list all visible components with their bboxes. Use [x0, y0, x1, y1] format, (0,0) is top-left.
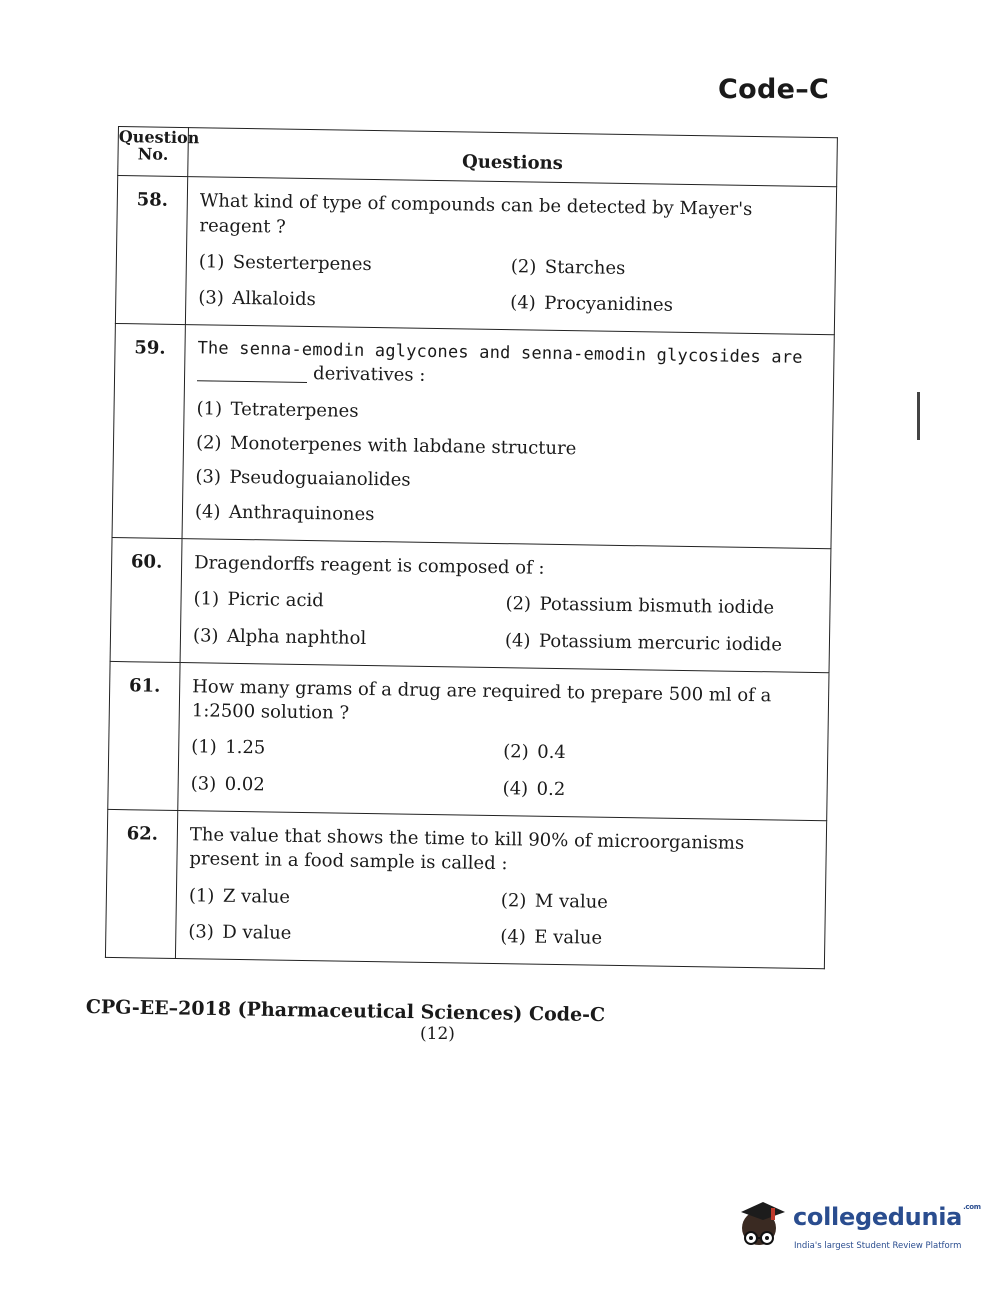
question-stem: How many grams of a drug are required to prepare 500 ml of a 1:2500 solution ? — [191, 676, 772, 724]
option — [503, 741, 815, 770]
option — [502, 777, 814, 806]
option-text: 0.4 — [537, 742, 567, 764]
option-number: (1) — [198, 251, 225, 273]
option-number: (2) — [505, 593, 532, 615]
option-text: Z value — [222, 885, 291, 908]
question-number: 59. — [112, 324, 185, 538]
question-stem: Dragendorffs reagent is composed of : — [193, 552, 545, 579]
option-text: Anthraquinones — [228, 501, 375, 525]
mascot-icon — [735, 1198, 793, 1256]
question-row — [115, 176, 836, 335]
option-number: (2) — [500, 889, 527, 912]
question-body — [182, 325, 834, 549]
question-row — [110, 537, 831, 672]
option-number: (2) — [510, 256, 537, 278]
option-number: (4) — [504, 629, 531, 652]
option-text: Alkaloids — [232, 288, 316, 311]
option — [190, 772, 502, 801]
option — [193, 587, 505, 616]
option-list — [193, 587, 818, 657]
column-header-number: Question No. — [118, 127, 189, 177]
question-stem: The value that shows the time to kill 90% of microorganisms present in a food sample is called : — [189, 824, 745, 875]
option-list — [188, 884, 813, 954]
option-list — [198, 250, 823, 320]
option-text: Alpha naphthol — [226, 625, 367, 649]
option-list — [195, 397, 821, 534]
column-header-questions: Questions — [188, 128, 838, 187]
question-number: 60. — [110, 537, 182, 662]
question-table — [105, 126, 838, 969]
option-text: Procyanidines — [544, 292, 674, 316]
question-number: 62. — [105, 809, 177, 958]
option-number: (3) — [195, 466, 222, 488]
option-number: (3) — [198, 287, 224, 309]
brand-suffix: .com — [963, 1203, 981, 1211]
option-text: 0.02 — [224, 773, 265, 796]
exam-footer: CPG-EE–2018 (Pharmaceutical Sciences) Code-C — [85, 996, 606, 1027]
option-text: E value — [534, 926, 603, 949]
option-number: (4) — [502, 777, 529, 800]
option-text: Monoterpenes with labdane structure — [229, 432, 577, 460]
question-body — [178, 662, 829, 820]
option-number: (1) — [196, 397, 223, 420]
option-text: Pseudoguaianolides — [229, 467, 411, 491]
option-number: (2) — [503, 741, 529, 763]
question-stem-line-1: The senna-emodin aglycones and senna-emodin glycosides are — [197, 338, 803, 369]
option — [191, 736, 503, 765]
option-number: (1) — [191, 736, 217, 759]
option — [196, 397, 820, 431]
question-row — [112, 324, 834, 549]
paper-code: Code–C — [718, 74, 830, 105]
option-text: 0.2 — [536, 778, 566, 800]
option-text: Sesterterpenes — [232, 251, 372, 275]
option-text: M value — [534, 890, 609, 913]
option — [188, 920, 500, 949]
option — [510, 291, 822, 320]
option — [195, 466, 819, 500]
question-body — [180, 538, 831, 672]
option — [505, 629, 817, 658]
option-number: (4) — [510, 292, 536, 314]
question-stem: What kind of type of compounds can be detected by Mayer's reagent ? — [199, 190, 753, 238]
question-sheet — [105, 126, 838, 969]
option — [189, 884, 501, 913]
option-number: (4) — [194, 500, 221, 523]
brand-name: collegedunia$^{.com}$ — [793, 1203, 981, 1231]
option — [196, 431, 820, 465]
question-number: 58. — [115, 176, 187, 325]
option — [199, 250, 511, 279]
option-number: (4) — [500, 925, 526, 948]
option-number: (3) — [192, 624, 219, 647]
question-row — [108, 661, 829, 820]
option-number: (1) — [188, 884, 215, 907]
question-body — [175, 811, 826, 969]
page-number: (12) — [420, 1024, 455, 1044]
option-text: Tetraterpenes — [230, 398, 359, 422]
question-body — [185, 177, 836, 335]
option-text: Potassium bismuth iodide — [539, 593, 775, 619]
option — [505, 592, 817, 621]
option — [195, 500, 819, 534]
option-number: (3) — [188, 921, 215, 943]
option-number: (2) — [195, 432, 222, 454]
option — [500, 925, 812, 954]
option-text: 1.25 — [225, 737, 266, 759]
option — [511, 255, 823, 284]
fill-in-blank — [197, 380, 307, 383]
question-stem-tail: derivatives : — [312, 363, 426, 387]
option — [501, 889, 813, 918]
option — [193, 624, 505, 653]
option-text: Potassium mercuric iodide — [538, 630, 783, 655]
brand-tagline: India's largest Student Review Platform — [794, 1241, 962, 1251]
option-number: (1) — [193, 588, 220, 610]
collegedunia-logo[interactable] — [735, 1198, 981, 1258]
option-text: Starches — [544, 256, 626, 279]
scan-mark — [917, 392, 920, 440]
question-number: 61. — [108, 661, 180, 810]
option-text: D value — [222, 921, 292, 944]
option — [198, 286, 510, 315]
question-row — [105, 809, 826, 968]
option-text: Picric acid — [227, 588, 324, 612]
option-number: (3) — [190, 772, 217, 795]
option-list — [190, 736, 815, 806]
